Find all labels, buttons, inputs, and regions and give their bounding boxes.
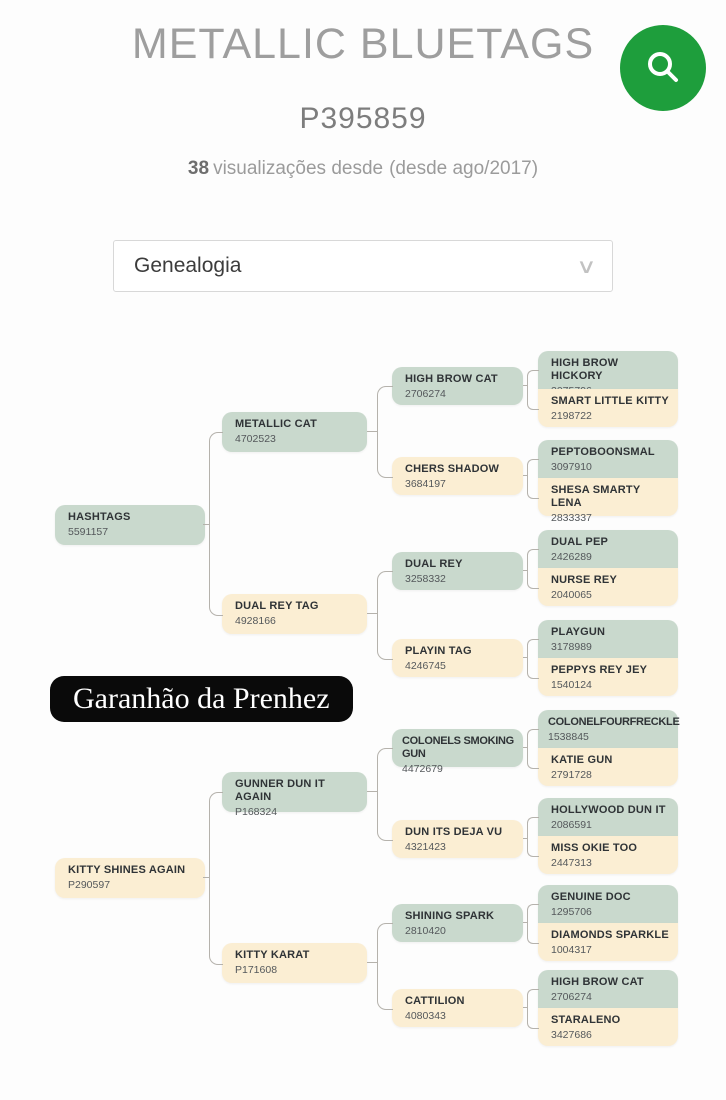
connector-bracket xyxy=(527,729,539,769)
connector-line xyxy=(367,791,377,792)
connector-bracket xyxy=(527,549,539,589)
horse-name: PLAYIN TAG xyxy=(405,645,472,657)
pedigree-node[interactable] xyxy=(538,710,678,748)
horse-reg: 4928166 xyxy=(235,615,276,627)
horse-reg: 2706274 xyxy=(551,991,592,1003)
pedigree-node[interactable] xyxy=(392,989,523,1027)
horse-name: DUAL PEP xyxy=(551,536,609,548)
pedigree-node[interactable] xyxy=(538,530,678,568)
horse-reg: P168324 xyxy=(235,806,278,818)
horse-name: KITTY KARAT xyxy=(235,949,310,961)
connector-line xyxy=(367,613,377,614)
connector-bracket xyxy=(377,571,393,660)
pedigree-node[interactable] xyxy=(55,505,205,545)
connector-bracket xyxy=(527,989,539,1029)
horse-name: MISS OKIE TOO xyxy=(551,842,638,854)
horse-name: GENUINE DOC xyxy=(551,891,631,903)
horse-name: CHERS SHADOW xyxy=(405,463,500,475)
horse-name: NURSE REY xyxy=(551,574,617,586)
horse-name: KATIE GUN xyxy=(551,754,613,766)
pedigree-node[interactable] xyxy=(538,923,678,961)
pedigree-node[interactable] xyxy=(392,639,523,677)
horse-reg: 4246745 xyxy=(405,660,446,672)
horse-reg: 3097910 xyxy=(551,461,592,473)
pedigree-node[interactable] xyxy=(538,1008,678,1046)
pedigree-node[interactable] xyxy=(538,970,678,1008)
horse-name: HASHTAGS xyxy=(68,511,131,523)
horse-reg: 2426289 xyxy=(551,551,592,563)
connector-bracket xyxy=(527,370,539,410)
pedigree-node[interactable] xyxy=(538,885,678,923)
horse-name: HIGH BROW HICKORY xyxy=(551,357,619,382)
horse-reg: 2040065 xyxy=(551,589,592,601)
horse-name: CATTILION xyxy=(405,995,465,1007)
views-counter xyxy=(0,158,726,180)
horse-name: DUAL REY xyxy=(405,558,463,570)
connector-bracket xyxy=(377,386,393,478)
horse-reg: 2198722 xyxy=(551,410,592,422)
pedigree-node[interactable] xyxy=(538,798,678,836)
pedigree-node[interactable] xyxy=(55,858,205,898)
horse-name: DIAMONDS SPARKLE xyxy=(551,929,669,941)
pedigree-node[interactable] xyxy=(538,836,678,874)
stallion-badge: Garanhão da Prenhez xyxy=(50,676,353,722)
pedigree-node[interactable] xyxy=(392,552,523,590)
horse-reg: 4702523 xyxy=(235,433,276,445)
views-count: 38 xyxy=(187,158,210,179)
pedigree-node[interactable] xyxy=(392,367,523,405)
horse-name: SMART LITTLE KITTY xyxy=(551,395,669,407)
horse-reg: 1538845 xyxy=(548,731,589,743)
horse-reg: P290597 xyxy=(68,879,111,891)
chevron-down-icon: ∨ xyxy=(576,255,597,278)
horse-reg: 2810420 xyxy=(405,925,446,937)
horse-name: HIGH BROW CAT xyxy=(405,373,498,385)
horse-reg: 2791728 xyxy=(551,769,592,781)
horse-reg: 2833337 xyxy=(551,512,592,524)
pedigree-node[interactable] xyxy=(222,772,367,818)
horse-name: STARALENO xyxy=(551,1014,621,1026)
horse-reg: P171608 xyxy=(235,964,278,976)
search-icon xyxy=(641,46,685,90)
pedigree-node[interactable] xyxy=(538,389,678,427)
horse-name: DUN ITS DEJA VU xyxy=(405,826,503,838)
page-title: METALLIC BLUETAGS xyxy=(131,20,595,68)
pedigree-node[interactable] xyxy=(392,457,523,495)
horse-reg: 1540124 xyxy=(551,679,592,691)
horse-name: KITTY SHINES AGAIN xyxy=(68,864,186,876)
pedigree-node[interactable] xyxy=(392,729,523,775)
horse-name: DUAL REY TAG xyxy=(235,600,319,612)
horse-reg: 2706274 xyxy=(405,388,446,400)
horse-reg: 3258332 xyxy=(405,573,446,585)
registration-number: P395859 xyxy=(299,102,427,135)
horse-name: HOLLYWOOD DUN IT xyxy=(551,804,666,816)
horse-reg: 5591157 xyxy=(68,526,109,538)
horse-reg: 4321423 xyxy=(405,841,446,853)
connector-line xyxy=(367,431,377,432)
horse-name: SHINING SPARK xyxy=(405,910,495,922)
views-period: (desde ago/2017) xyxy=(389,158,539,179)
connector-bracket xyxy=(377,923,393,1010)
pedigree-node[interactable] xyxy=(222,943,367,983)
pedigree-node[interactable] xyxy=(538,658,678,696)
horse-reg: 1004317 xyxy=(551,944,592,956)
pedigree-node[interactable] xyxy=(222,594,367,634)
connector-bracket xyxy=(209,792,223,965)
horse-name: PEPTOBOONSMAL xyxy=(551,446,655,458)
horse-reg: 1295706 xyxy=(551,906,592,918)
pedigree-node[interactable] xyxy=(538,440,678,478)
pedigree-node[interactable] xyxy=(538,351,678,389)
connector-bracket xyxy=(527,459,539,499)
pedigree-node[interactable] xyxy=(538,620,678,658)
pedigree-node[interactable] xyxy=(392,820,523,858)
pedigree-node[interactable] xyxy=(538,568,678,606)
connector-bracket xyxy=(527,904,539,944)
connector-bracket xyxy=(377,748,393,841)
genealogy-select-value: Genealogia xyxy=(134,254,242,277)
pedigree-node[interactable] xyxy=(392,904,523,942)
connector-line xyxy=(367,962,377,963)
horse-name: GUNNER DUN IT AGAIN xyxy=(235,778,325,803)
horse-name: PEPPYS REY JEY xyxy=(551,664,648,676)
connector-bracket xyxy=(527,817,539,857)
horse-name: COLONELFOURFRECKLE xyxy=(548,716,680,728)
views-label: visualizações desde xyxy=(213,158,384,179)
horse-reg: 3684197 xyxy=(405,478,446,490)
horse-reg: 2086591 xyxy=(551,819,592,831)
horse-reg: 4080343 xyxy=(405,1010,446,1022)
horse-name: HIGH BROW CAT xyxy=(551,976,644,988)
genealogy-select[interactable] xyxy=(113,240,613,292)
horse-reg: 2447313 xyxy=(551,857,592,869)
connector-bracket xyxy=(527,639,539,679)
pedigree-node[interactable] xyxy=(538,478,678,524)
horse-name: PLAYGUN xyxy=(551,626,606,638)
horse-reg: 3178989 xyxy=(551,641,592,653)
pedigree-node[interactable] xyxy=(222,412,367,452)
horse-name: METALLIC CAT xyxy=(235,418,318,430)
connector-bracket xyxy=(209,432,223,616)
horse-name: COLONELS SMOKING GUN xyxy=(402,735,514,760)
pedigree-node[interactable] xyxy=(538,748,678,786)
horse-reg: 3427686 xyxy=(551,1029,592,1041)
search-button[interactable] xyxy=(620,25,706,111)
horse-name: SHESA SMARTY LENA xyxy=(551,484,641,509)
horse-reg: 4472679 xyxy=(402,763,443,775)
